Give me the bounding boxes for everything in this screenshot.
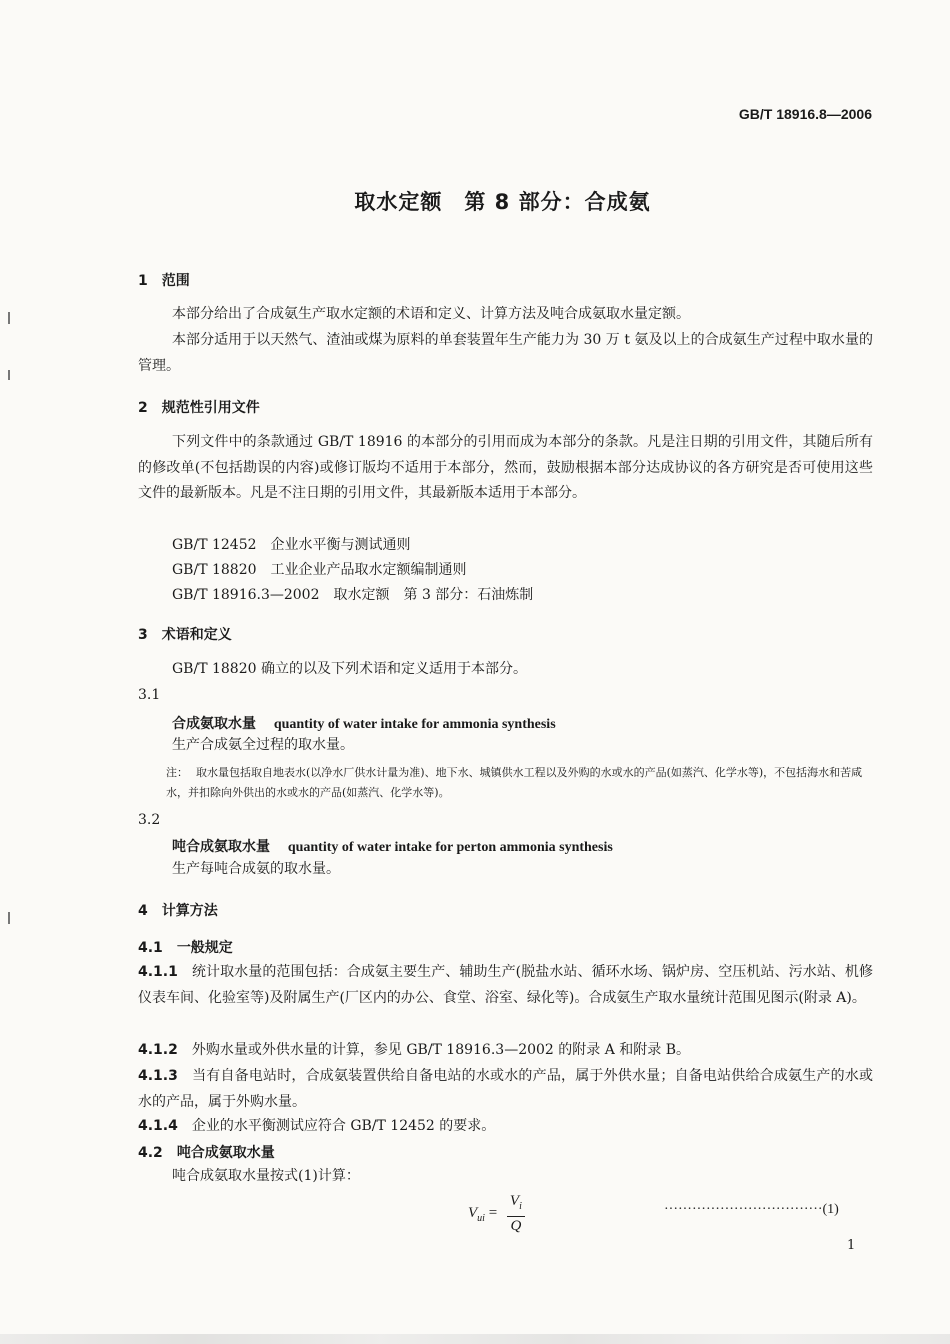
section-title: 计算方法 [161,903,218,919]
document-title: 取水定额 第 8 部分：合成氨 [354,190,651,214]
standard-code: GB/T 18916.8—2006 [738,106,872,122]
clause-number: 4.1.4 [138,1118,178,1134]
scan-mark [8,312,10,324]
term-en: quantity of water intake for perton ammonia synthesis [287,840,613,855]
note-text: 取水量包括取自地表水(以净水厂供水计量为准)、地下水、城镇供水工程以及外购的水或水的产品(如蒸汽、化学水等)，不包括海水和苦咸水，并扣除向外供出的水或水的产品(如蒸汽、化学水等)。 [166,766,863,799]
section-1-paragraph-2: 本部分适用于以天然气、渣油或煤为原料的单套装置年生产能力为 30 万 t 氨及以上的合成氨生产过程中取水量的管理。 [138,332,873,374]
clause-number: 4.1.1 [138,964,178,980]
section-number: 2 [138,400,148,416]
clause-4-1-3 [138,1064,873,1115]
formula-lhs: V [468,1204,478,1221]
fraction-numerator: $V_i$ [507,1192,525,1217]
page-number: 1 [847,1238,856,1253]
clause-number: 4.1.2 [138,1042,178,1058]
clause-4-1-4 [138,1114,873,1140]
subsection-title: 一般规定 [176,940,233,956]
fraction-denominator: Q [510,1218,522,1234]
term-3-2-number: 3.2 [138,812,161,828]
note-label: 注： [166,766,188,779]
section-3-heading [138,624,232,644]
section-number: 4 [138,903,148,919]
section-4-heading [138,900,218,920]
clause-4-1-1 [138,960,873,1011]
leader-dots: ·································· [664,1202,823,1217]
subsection-4-1-heading [138,937,233,957]
reference-item: GB/T 18820 工业企业产品取水定额编制通则 [172,562,467,578]
term-en: quantity of water intake for ammonia synthesis [273,717,556,732]
section-3-paragraph-1: GB/T 18820 确立的以及下列术语和定义适用于本部分。 [172,661,527,677]
section-2-heading [138,397,260,417]
subsection-number: 4.2 [138,1145,163,1161]
term-3-2 [172,836,613,856]
scan-mark [8,912,10,924]
section-title: 术语和定义 [161,627,232,643]
term-3-1 [172,713,556,733]
reference-item: GB/T 12452 企业水平衡与测试通则 [172,537,411,553]
subsection-number: 4.1 [138,940,163,956]
equation-number [664,1202,839,1218]
term-cn: 合成氨取水量 [172,716,256,732]
subsection-title: 吨合成氨取水量 [176,1145,275,1161]
clause-4-1-2 [138,1038,873,1064]
section-1-paragraph-1: 本部分给出了合成氨生产取水定额的术语和定义、计算方法及吨合成氨取水量定额。 [172,306,690,322]
subsection-4-2-heading [138,1142,275,1162]
term-3-1-definition: 生产合成氨全过程的取水量。 [172,737,354,753]
scan-bottom-strip [0,1334,950,1344]
section-title: 规范性引用文件 [161,400,260,416]
section-number: 1 [138,273,148,289]
subsection-4-2-paragraph: 吨合成氨取水量按式(1)计算： [172,1168,360,1184]
equation-number-text: (1) [822,1202,839,1217]
section-number: 3 [138,627,148,643]
reference-item: GB/T 18916.3—2002 取水定额 第 3 部分：石油炼制 [172,587,534,603]
section-2-paragraph-1: 下列文件中的条款通过 GB/T 18916 的本部分的引用而成为本部分的条款。凡是注日期的引用文件，其随后所有的修改单(不包括勘误的内容)或修订版均不适用于本部分，然而，鼓励根据本部分达成协议的各方研究是否可使用这些文件的最新版本。凡是不注日期的引用文件，其最新版本适用于本部分。 [138,434,873,501]
term-3-2-definition: 生产每吨合成氨的取水量。 [172,861,340,877]
scan-mark [8,370,10,380]
term-3-1-number: 3.1 [138,687,161,703]
clause-text: 外购水量或外供水量的计算，参见 GB/T 18916.3—2002 的附录 A 和附录 B。 [191,1042,691,1058]
clause-text: 当有自备电站时，合成氨装置供给自备电站的水或水的产品，属于外供水量；自备电站供给合成氨生产的水或水的产品，属于外购水量。 [138,1068,873,1110]
section-title: 范围 [161,273,190,289]
formula-lhs-subscript: ui [477,1212,485,1224]
clause-number: 4.1.3 [138,1068,178,1084]
section-1-heading [138,270,190,290]
formula [468,1192,525,1235]
term-cn: 吨合成氨取水量 [172,839,270,855]
term-3-1-note [166,763,876,803]
equals-sign: = [488,1204,498,1221]
clause-text: 企业的水平衡测试应符合 GB/T 12452 的要求。 [191,1118,496,1134]
formula-fraction [507,1192,525,1235]
clause-text: 统计取水量的范围包括：合成氨主要生产、辅助生产(脱盐水站、循环水场、锅炉房、空压机站、污水站、机修仪表车间、化验室等)及附属生产(厂区内的办公、食堂、浴室、绿化等)。合成氨生产取水量统计范围见图示(附录 A)。 [138,964,873,1006]
